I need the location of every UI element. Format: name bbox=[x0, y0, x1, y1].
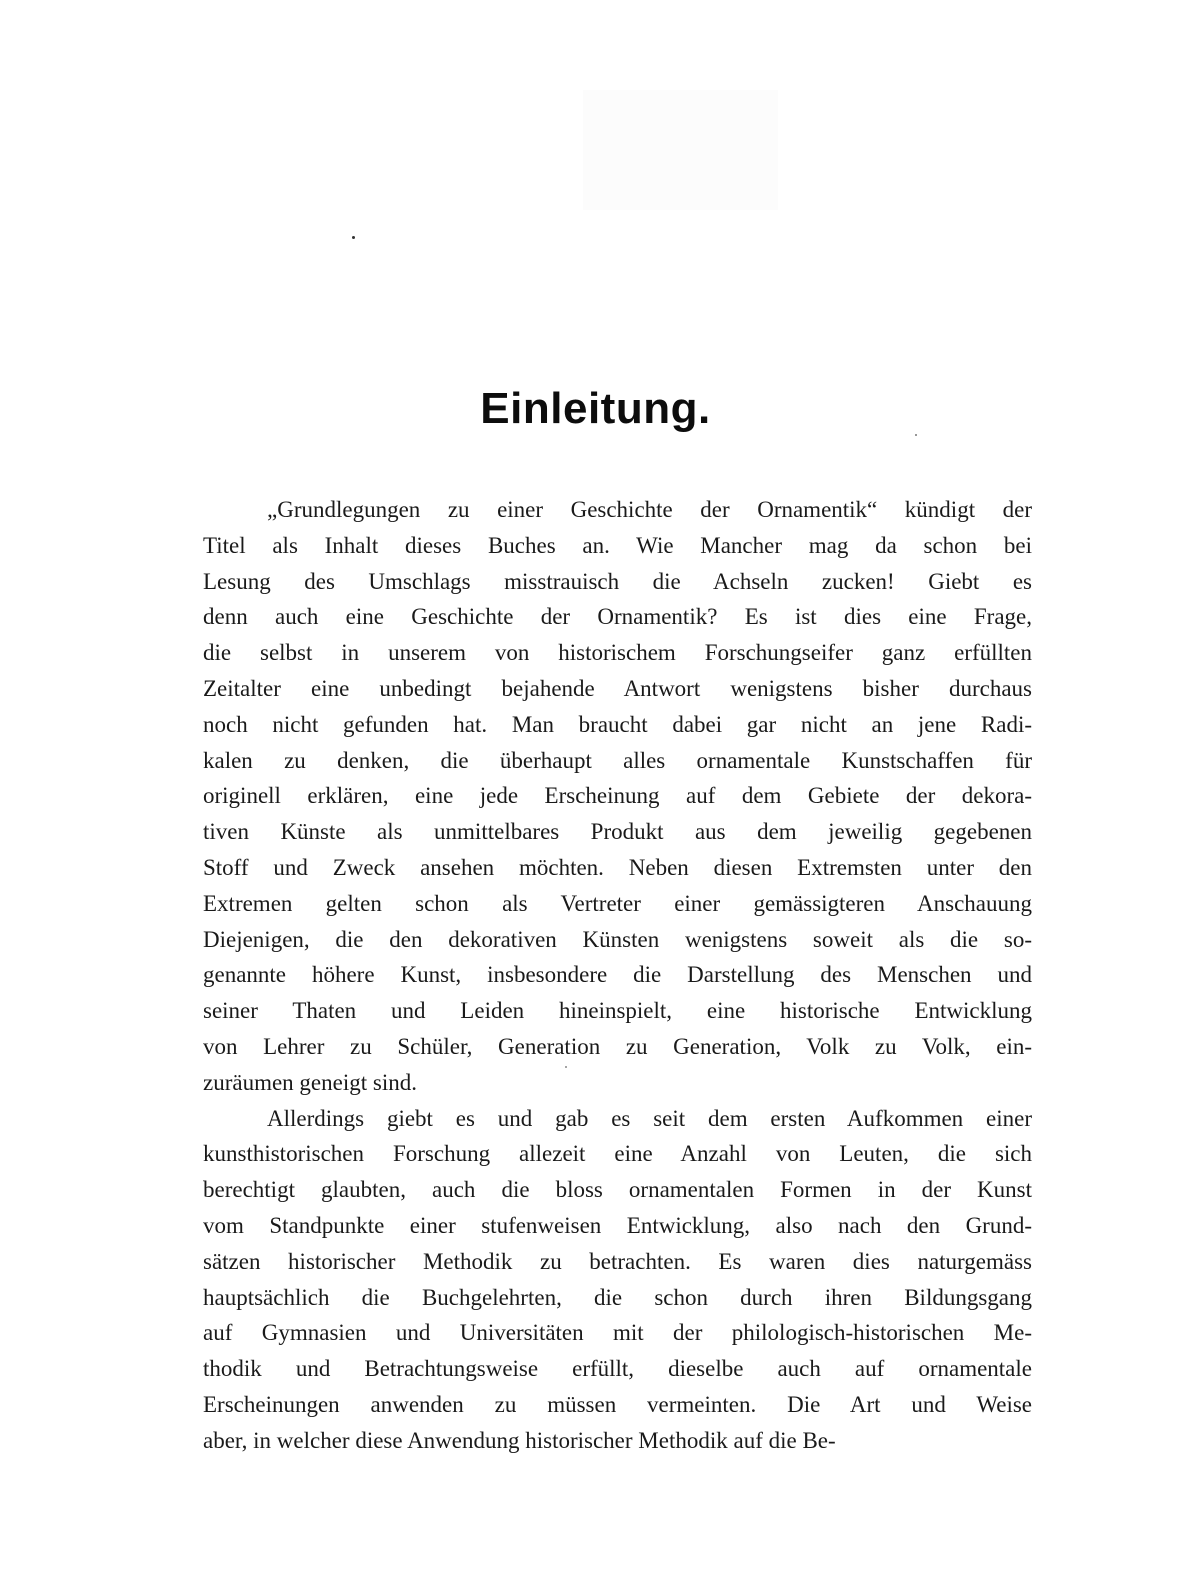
text-line: noch nicht gefunden hat. Man braucht dabei gar nicht an jene Radi- bbox=[203, 711, 1032, 737]
text-line: Lesung des Umschlags misstrauisch die Achseln zucken! Giebt es bbox=[203, 568, 1032, 594]
text-line: Titel als Inhalt dieses Buches an. Wie Mancher mag da schon bei bbox=[203, 532, 1032, 558]
text-line: vom Standpunkte einer stufenweisen Entwicklung, also nach den Grund- bbox=[203, 1212, 1032, 1238]
text-line: Diejenigen, die den dekorativen Künsten wenigstens soweit als die so- bbox=[203, 926, 1032, 952]
text-line: genannte höhere Kunst, insbesondere die Darstellung des Menschen und bbox=[203, 962, 1032, 988]
text-line: sätzen historischer Methodik zu betrachten. Es waren dies naturgemäss bbox=[203, 1248, 1032, 1274]
text-line: seiner Thaten und Leiden hineinspielt, eine historische Entwicklung bbox=[203, 998, 1032, 1024]
paragraph bbox=[203, 492, 1032, 1101]
text-line: „Grundlegungen zu einer Geschichte der Ornamentik“ kündigt der bbox=[267, 497, 1032, 522]
text-line: auf Gymnasien und Universitäten mit der philologisch-historischen Me- bbox=[203, 1320, 1032, 1346]
text-line: berechtigt glaubten, auch die bloss ornamentalen Formen in der Kunst bbox=[203, 1177, 1032, 1203]
text-line: Erscheinungen anwenden zu müssen vermeinten. Die Art und Weise bbox=[203, 1391, 1032, 1417]
text-line: zuräumen geneigt sind. bbox=[203, 1069, 417, 1095]
text-line: tiven Künste als unmittelbares Produkt aus dem jeweilig gegebenen bbox=[203, 819, 1032, 845]
text-line: Zeitalter eine unbedingt bejahende Antwort wenigstens bisher durchaus bbox=[203, 675, 1032, 701]
text-line: denn auch eine Geschichte der Ornamentik? Es ist dies eine Frage, bbox=[203, 604, 1032, 630]
body-text bbox=[203, 492, 1032, 1459]
scan-speck bbox=[915, 434, 917, 436]
text-line: Stoff und Zweck ansehen möchten. Neben diesen Extremsten unter den bbox=[203, 854, 1032, 880]
text-line: Extremen gelten schon als Vertreter einer gemässigteren Anschauung bbox=[203, 890, 1032, 916]
chapter-title: Einleitung. bbox=[480, 384, 711, 433]
scan-speck bbox=[352, 236, 355, 239]
text-line: hauptsächlich die Buchgelehrten, die schon durch ihren Bildungsgang bbox=[203, 1284, 1032, 1310]
text-line: thodik und Betrachtungsweise erfüllt, dieselbe auch auf ornamentale bbox=[203, 1356, 1032, 1382]
text-line: aber, in welcher diese Anwendung historischer Methodik auf die Be- bbox=[203, 1427, 836, 1453]
text-line: Allerdings giebt es und gab es seit dem ersten Aufkommen einer bbox=[267, 1105, 1032, 1131]
text-line: kunsthistorischen Forschung allezeit eine Anzahl von Leuten, die sich bbox=[203, 1141, 1032, 1167]
text-line: originell erklären, eine jede Erscheinung auf dem Gebiete der dekora- bbox=[203, 783, 1032, 809]
text-line: die selbst in unserem von historischem Forschungseifer ganz erfüllten bbox=[203, 640, 1032, 666]
paragraph bbox=[203, 1101, 1032, 1459]
text-line: kalen zu denken, die überhaupt alles ornamentale Kunstschaffen für bbox=[203, 747, 1032, 773]
text-line: von Lehrer zu Schüler, Generation zu Generation, Volk zu Volk, ein- bbox=[203, 1033, 1032, 1059]
scan-shading bbox=[583, 90, 778, 210]
